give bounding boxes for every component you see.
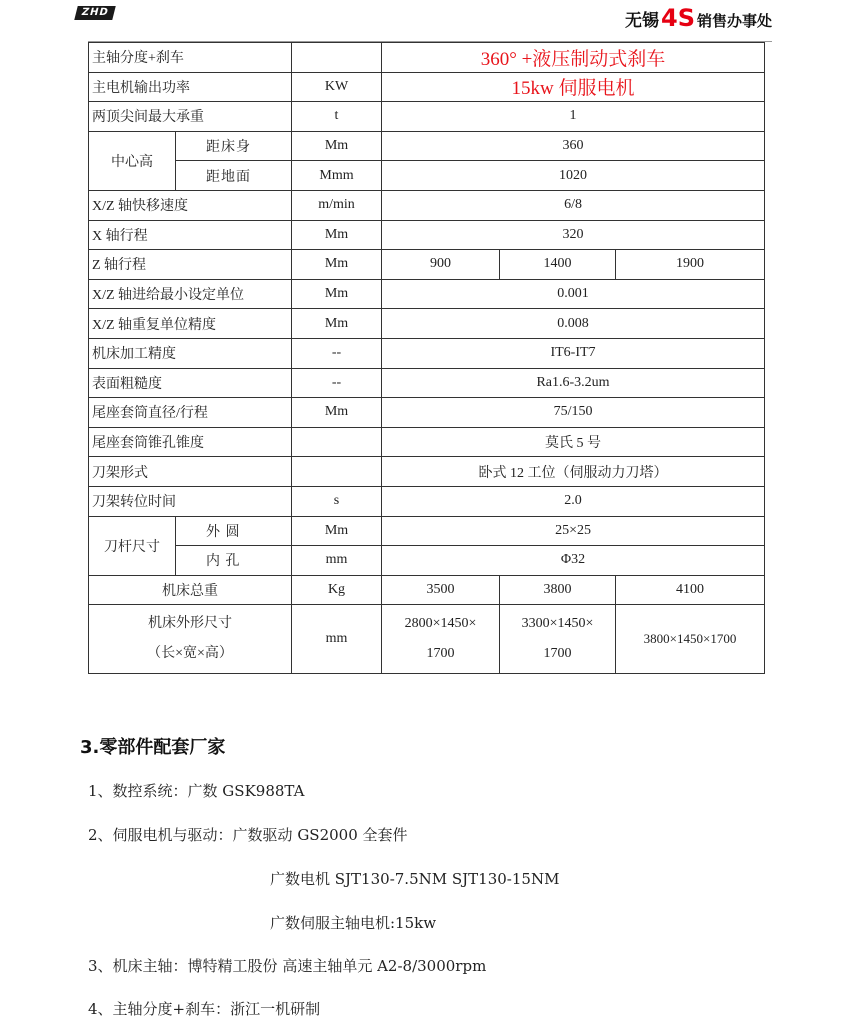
spec-value: 360° +液压制动式刹车 <box>382 43 765 73</box>
spec-value: 1 <box>382 102 765 132</box>
spec-label: 两顶尖间最大承重 <box>89 102 292 132</box>
spec-label: 尾座套筒直径/行程 <box>89 398 292 428</box>
table-row <box>89 131 765 161</box>
spec-sub-label: 内 孔 <box>176 546 292 576</box>
spec-value: 0.001 <box>382 279 765 309</box>
spec-unit <box>292 427 382 457</box>
table-row <box>89 279 765 309</box>
dimension-line2: 1700 <box>543 646 572 662</box>
table-row <box>89 102 765 132</box>
spec-unit <box>292 43 382 73</box>
spec-value-3800: 3800 <box>500 575 616 605</box>
table-row <box>89 368 765 398</box>
spec-label: X/Z 轴进给最小设定单位 <box>89 279 292 309</box>
spec-unit <box>292 457 382 487</box>
dimension-line2: 1700 <box>426 646 455 662</box>
spec-label: X/Z 轴快移速度 <box>89 190 292 220</box>
spec-value-1900: 1900 <box>616 250 765 280</box>
table-row <box>89 427 765 457</box>
spec-unit: Mm <box>292 250 382 280</box>
spec-value: 15kw 伺服电机 <box>382 72 765 102</box>
spec-label: 主轴分度+刹车 <box>89 43 292 73</box>
spec-value: 360 <box>382 131 765 161</box>
spec-unit: Mm <box>292 516 382 546</box>
spec-unit: m/min <box>292 190 382 220</box>
brand-office: 销售办事处 <box>696 12 772 30</box>
spec-group-label: 刀杆尺寸 <box>89 516 176 575</box>
company-logo: ZHD <box>74 6 115 20</box>
spec-value: 320 <box>382 220 765 250</box>
brand-title <box>625 4 772 36</box>
spec-unit: Kg <box>292 575 382 605</box>
table-row <box>89 486 765 516</box>
table-row <box>89 220 765 250</box>
spec-value: Ra1.6-3.2um <box>382 368 765 398</box>
spec-dimension-2 <box>500 605 616 674</box>
table-row <box>89 516 765 546</box>
spec-value: 25×25 <box>382 516 765 546</box>
spec-value: 0.008 <box>382 309 765 339</box>
section-title: 3.零部件配套厂家 <box>80 737 226 758</box>
brand-city: 无锡 <box>625 11 659 31</box>
spec-value: IT6-IT7 <box>382 338 765 368</box>
spec-sub-label: 外 圆 <box>176 516 292 546</box>
spec-value: 卧式 12 工位（伺服动力刀塔） <box>382 457 765 487</box>
spec-label: Z 轴行程 <box>89 250 292 280</box>
spec-unit: -- <box>292 368 382 398</box>
spec-unit: Mm <box>292 279 382 309</box>
dimension-line1: 3300×1450× <box>521 616 594 632</box>
table-row <box>89 338 765 368</box>
spec-label: 刀架转位时间 <box>89 486 292 516</box>
table-row <box>89 250 765 280</box>
spec-value-4100: 4100 <box>616 575 765 605</box>
brand-4s: 4S <box>661 4 695 32</box>
table-row <box>89 161 765 191</box>
spec-label: 表面粗糙度 <box>89 368 292 398</box>
spec-sub-label: 距地面 <box>176 161 292 191</box>
spec-value: 2.0 <box>382 486 765 516</box>
spec-unit: Mm <box>292 398 382 428</box>
spec-label: 机床加工精度 <box>89 338 292 368</box>
spec-label: 主电机输出功率 <box>89 72 292 102</box>
table-row <box>89 605 765 674</box>
spec-dimension-3: 3800×1450×1700 <box>616 605 765 674</box>
spec-table <box>88 42 765 674</box>
table-row <box>89 190 765 220</box>
spec-dimension-1 <box>382 605 500 674</box>
supplier-line-spindle: 3、机床主轴：博特精工股份 高速主轴单元 A2-8/3000rpm <box>88 957 487 975</box>
table-row <box>89 309 765 339</box>
spec-value-3500: 3500 <box>382 575 500 605</box>
table-row <box>89 575 765 605</box>
dimension-line1: 2800×1450× <box>404 616 477 632</box>
spec-value: 1020 <box>382 161 765 191</box>
spec-sub-label: 距床身 <box>176 131 292 161</box>
spec-label-line1: 机床外形尺寸 <box>148 616 232 632</box>
table-row <box>89 43 765 73</box>
table-row <box>89 398 765 428</box>
supplier-line-cnc: 1、数控系统：广数 GSK988TA <box>88 782 305 800</box>
spec-unit: Mmm <box>292 161 382 191</box>
spec-group-label: 中心高 <box>89 131 176 190</box>
spec-unit: s <box>292 486 382 516</box>
page-header <box>0 0 860 42</box>
spec-unit: t <box>292 102 382 132</box>
spec-value: 75/150 <box>382 398 765 428</box>
spec-value: 6/8 <box>382 190 765 220</box>
spec-unit: Mm <box>292 309 382 339</box>
spec-label-line2: （长×宽×高） <box>147 646 233 662</box>
spec-label: 机床总重 <box>89 575 292 605</box>
spec-label: X 轴行程 <box>89 220 292 250</box>
table-row <box>89 72 765 102</box>
spec-label: X/Z 轴重复单位精度 <box>89 309 292 339</box>
spec-unit: Mm <box>292 220 382 250</box>
spec-unit: -- <box>292 338 382 368</box>
spec-value-1400: 1400 <box>500 250 616 280</box>
supplier-line-servo: 2、伺服电机与驱动：广数驱动 GS2000 全套件 <box>88 826 408 844</box>
table-row <box>89 457 765 487</box>
spec-unit: KW <box>292 72 382 102</box>
spec-value: 莫氏 5 号 <box>382 427 765 457</box>
supplier-line-indexing: 4、主轴分度+刹车：浙江一机研制 <box>88 1000 321 1018</box>
spec-unit: mm <box>292 546 382 576</box>
spec-value-900: 900 <box>382 250 500 280</box>
table-row <box>89 546 765 576</box>
spec-label: 尾座套筒锥孔锥度 <box>89 427 292 457</box>
supplier-line-servo-motor: 广数电机 SJT130-7.5NM SJT130-15NM <box>270 870 560 888</box>
supplier-line-spindle-motor: 广数伺服主轴电机:15kw <box>270 914 437 932</box>
spec-value: Φ32 <box>382 546 765 576</box>
spec-label <box>89 605 292 674</box>
spec-unit: mm <box>292 605 382 674</box>
spec-label: 刀架形式 <box>89 457 292 487</box>
spec-unit: Mm <box>292 131 382 161</box>
